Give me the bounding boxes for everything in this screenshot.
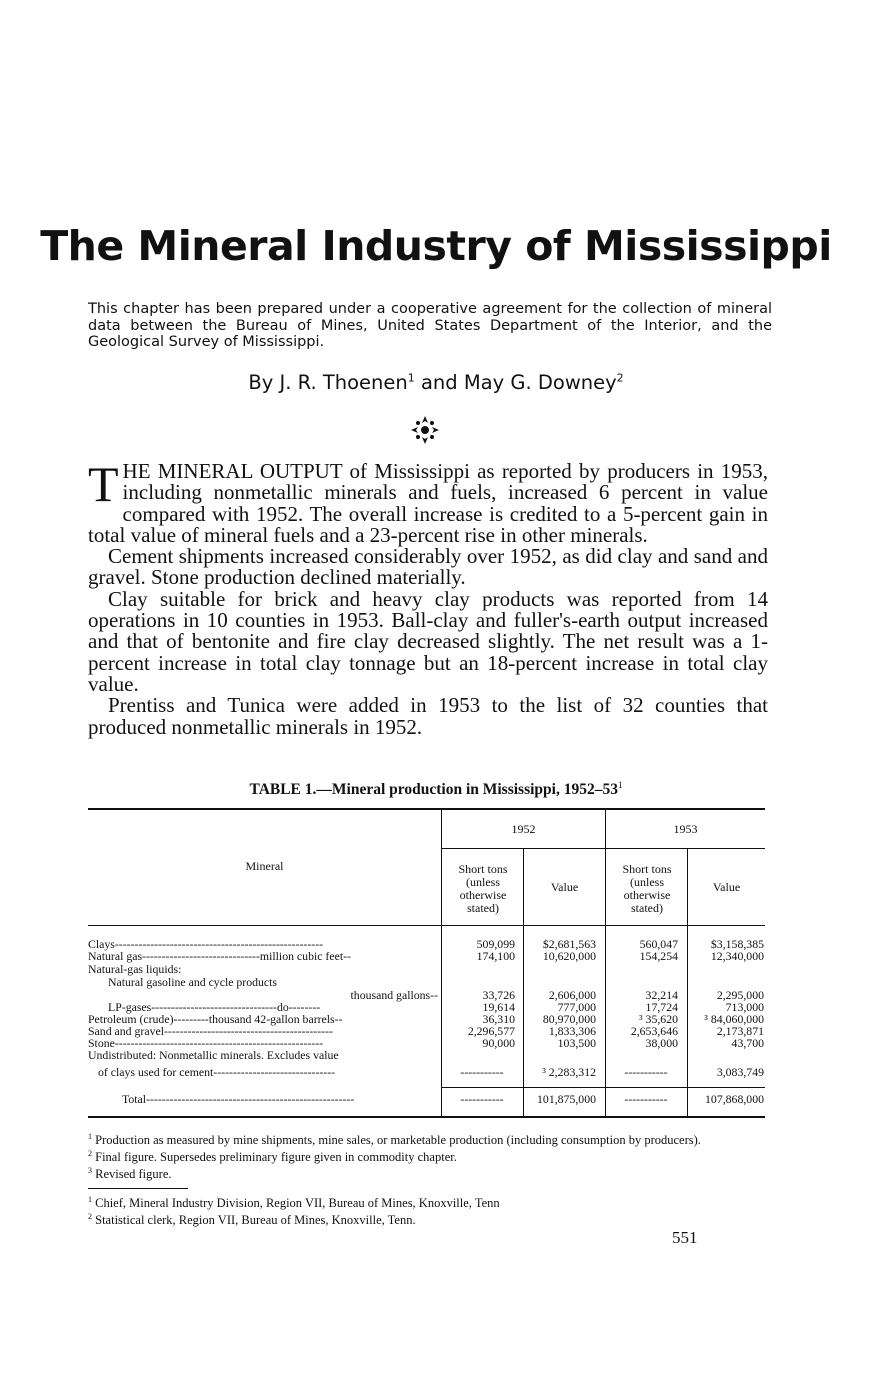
table-footnotes — [88, 1130, 772, 1181]
table-row — [88, 1038, 765, 1050]
table-caption-mark: 1 — [617, 780, 623, 790]
total-value-1952: 101,875,000 — [537, 1092, 596, 1106]
cell-qty-1953: 17,724 — [645, 1000, 678, 1014]
row-label: Natural-gas liquids: — [88, 964, 182, 976]
cell-qty-1952: 36,310 — [482, 1012, 515, 1026]
author-2-mark: 2 — [616, 371, 624, 385]
header-value-1953: Value — [712, 880, 741, 894]
cell-value-1952: 1,833,306 — [548, 1024, 596, 1038]
footnote-divider — [88, 1188, 188, 1189]
cell-value-1952: $2,681,563 — [542, 937, 596, 951]
total-qty-1953-dash: ----------- — [624, 1094, 668, 1106]
footnote-2-text: Final figure. Supersedes preliminary figure given in commodity chapter. — [95, 1150, 457, 1165]
cell-qty-1953-dash: ----------- — [624, 1067, 668, 1079]
table-row — [88, 951, 765, 963]
row-label: Clays----------------------------------------------------- — [88, 939, 324, 951]
header-mineral: Mineral — [245, 859, 284, 873]
cell-value-1952: 777,000 — [557, 1000, 596, 1014]
cell-value-1952: 103,500 — [557, 1036, 596, 1050]
cell-qty-1953: 154,254 — [639, 949, 678, 963]
cell-value-1953: 2,173,871 — [716, 1024, 764, 1038]
table-caption-text: TABLE 1.—Mineral production in Mississippi, 1952–53 — [249, 781, 618, 799]
paragraph-1-text: HE MINERAL OUTPUT of Mississippi as reported by producers in 1953, including nonmetallic minerals and fuels, increased 6 percent in value compared with 1952. The overall increase is credited to a 5-percent gain in total value of mineral fuels and a 23-percent rise in other minerals. — [88, 459, 768, 547]
cell-value-1952: ³ 2,283,312 — [542, 1065, 596, 1079]
cell-qty-1953: 2,653,646 — [630, 1024, 678, 1038]
cell-value-1952: 10,620,000 — [542, 949, 596, 963]
header-qty-1953: Short tons (unless otherwise stated) — [622, 862, 672, 915]
row-label: Natural gas------------------------------million cubic feet-- — [88, 951, 351, 963]
header-bottom-rule — [88, 925, 765, 926]
byline — [0, 371, 872, 394]
cell-qty-1952: 2,296,577 — [467, 1024, 515, 1038]
cell-qty-1953: 32,214 — [645, 988, 678, 1002]
year-divider — [442, 848, 765, 849]
author-connector: and May G. Downey — [420, 371, 617, 394]
cell-value-1952: 80,970,000 — [542, 1012, 596, 1026]
paragraph-3: Clay suitable for brick and heavy clay products was reported from 14 operations in 10 counties in 1953. Ball-clay and fuller's-earth output increased and that of bentonite and fire clay decreased slightly. The net result was a 1-percent increase in total clay tonnage but an 18-percent increase in total clay value. — [88, 586, 768, 696]
footnote-1 — [88, 1130, 772, 1147]
table-row — [88, 1067, 765, 1079]
author-note-1-text: Chief, Mineral Industry Division, Region VII, Bureau of Mines, Knoxville, Tenn — [95, 1196, 500, 1211]
total-top-rule — [442, 1087, 765, 1088]
intro-note: This chapter has been prepared under a cooperative agreement for the collection of mineral data between the Bureau of Mines, United States Department of the Interior, and the Geological Survey of Mississippi. — [88, 301, 772, 350]
header-qty-1952: Short tons (unless otherwise stated) — [458, 862, 508, 915]
cell-value-1953: ³ 84,060,000 — [704, 1012, 764, 1026]
cell-qty-1952: 19,614 — [482, 1000, 515, 1014]
cell-value-1953: $3,158,385 — [710, 937, 764, 951]
author-note-2 — [88, 1210, 772, 1227]
author-1: By J. R. Thoenen — [248, 371, 408, 394]
cell-value-1953: 12,340,000 — [710, 949, 764, 963]
cell-qty-1952: 90,000 — [482, 1036, 515, 1050]
footnote-3 — [88, 1164, 772, 1181]
header-year-1953: 1953 — [673, 822, 698, 836]
footnote-2 — [88, 1147, 772, 1164]
author-note-2-mark: 2 — [88, 1212, 92, 1222]
footnote-1-mark: 1 — [88, 1132, 92, 1141]
author-note-1 — [88, 1193, 772, 1210]
ornament-icon — [410, 415, 440, 445]
cell-qty-1952: 174,100 — [476, 949, 515, 963]
paragraph-2: Cement shipments increased considerably over 1952, as did clay and sand and gravel. Stone production declined materially. — [88, 544, 768, 590]
cell-qty-1952-dash: ----------- — [460, 1067, 504, 1079]
author-note-2-text: Statistical clerk, Region VII, Bureau of Mines, Knoxville, Tenn. — [95, 1213, 416, 1228]
total-qty-1952-dash: ----------- — [460, 1094, 504, 1106]
paragraph-1 — [88, 456, 768, 547]
table-row — [88, 977, 765, 989]
row-label: Undistributed: Nonmetallic minerals. Excludes value — [88, 1050, 339, 1062]
author-1-mark: 1 — [407, 371, 415, 385]
table-top-rule — [88, 808, 765, 810]
total-label: Total----------------------------------------------------- — [122, 1094, 355, 1106]
row-label: LP-gases--------------------------------do-------- — [108, 1002, 321, 1014]
cell-value-1953: 43,700 — [731, 1036, 764, 1050]
row-label: of clays used for cement------------------------------- — [98, 1067, 336, 1079]
author-note-1-mark: 1 — [88, 1195, 92, 1204]
cell-value-1952: 2,606,000 — [548, 988, 596, 1002]
table-row — [88, 1050, 765, 1062]
row-label: Sand and gravel------------------------------------------- — [88, 1026, 333, 1038]
cell-value-1953: 2,295,000 — [716, 988, 764, 1002]
table-total-row — [88, 1094, 765, 1106]
table-caption — [0, 780, 872, 799]
cell-qty-1952: 33,726 — [482, 988, 515, 1002]
row-label: Stone----------------------------------------------------- — [88, 1038, 324, 1050]
cell-qty-1952: 509,099 — [476, 937, 515, 951]
page-number: 551 — [672, 1228, 698, 1247]
table-row — [88, 964, 765, 976]
table-bottom-rule — [88, 1116, 765, 1118]
drop-cap: T — [88, 456, 119, 512]
footnote-2-mark: 2 — [88, 1149, 92, 1159]
chapter-title: The Mineral Industry of Mississippi — [40, 222, 832, 270]
cell-value-1953: 713,000 — [725, 1000, 764, 1014]
header-year-1952: 1952 — [511, 822, 536, 836]
footnote-3-mark: 3 — [88, 1166, 92, 1176]
total-value-1953: 107,868,000 — [705, 1092, 764, 1106]
author-footnotes — [88, 1193, 772, 1227]
row-label: thousand gallons-- — [350, 990, 438, 1002]
cell-value-1953: 3,083,749 — [716, 1065, 764, 1079]
row-label: Petroleum (crude)---------thousand 42-gallon barrels-- — [88, 1014, 343, 1026]
cell-qty-1953: 560,047 — [639, 937, 678, 951]
footnote-1-text: Production as measured by mine shipments, mine sales, or marketable production (including consumption by producers). — [95, 1133, 701, 1148]
paragraph-4: Prentiss and Tunica were added in 1953 to the list of 32 counties that produced nonmetallic minerals in 1952. — [88, 693, 768, 739]
cell-qty-1953: ³ 35,620 — [639, 1012, 678, 1026]
footnote-3-text: Revised figure. — [95, 1167, 172, 1182]
row-label: Natural gasoline and cycle products — [108, 977, 278, 989]
cell-qty-1953: 38,000 — [645, 1036, 678, 1050]
header-value-1952: Value — [550, 880, 579, 894]
body-text — [88, 456, 768, 739]
